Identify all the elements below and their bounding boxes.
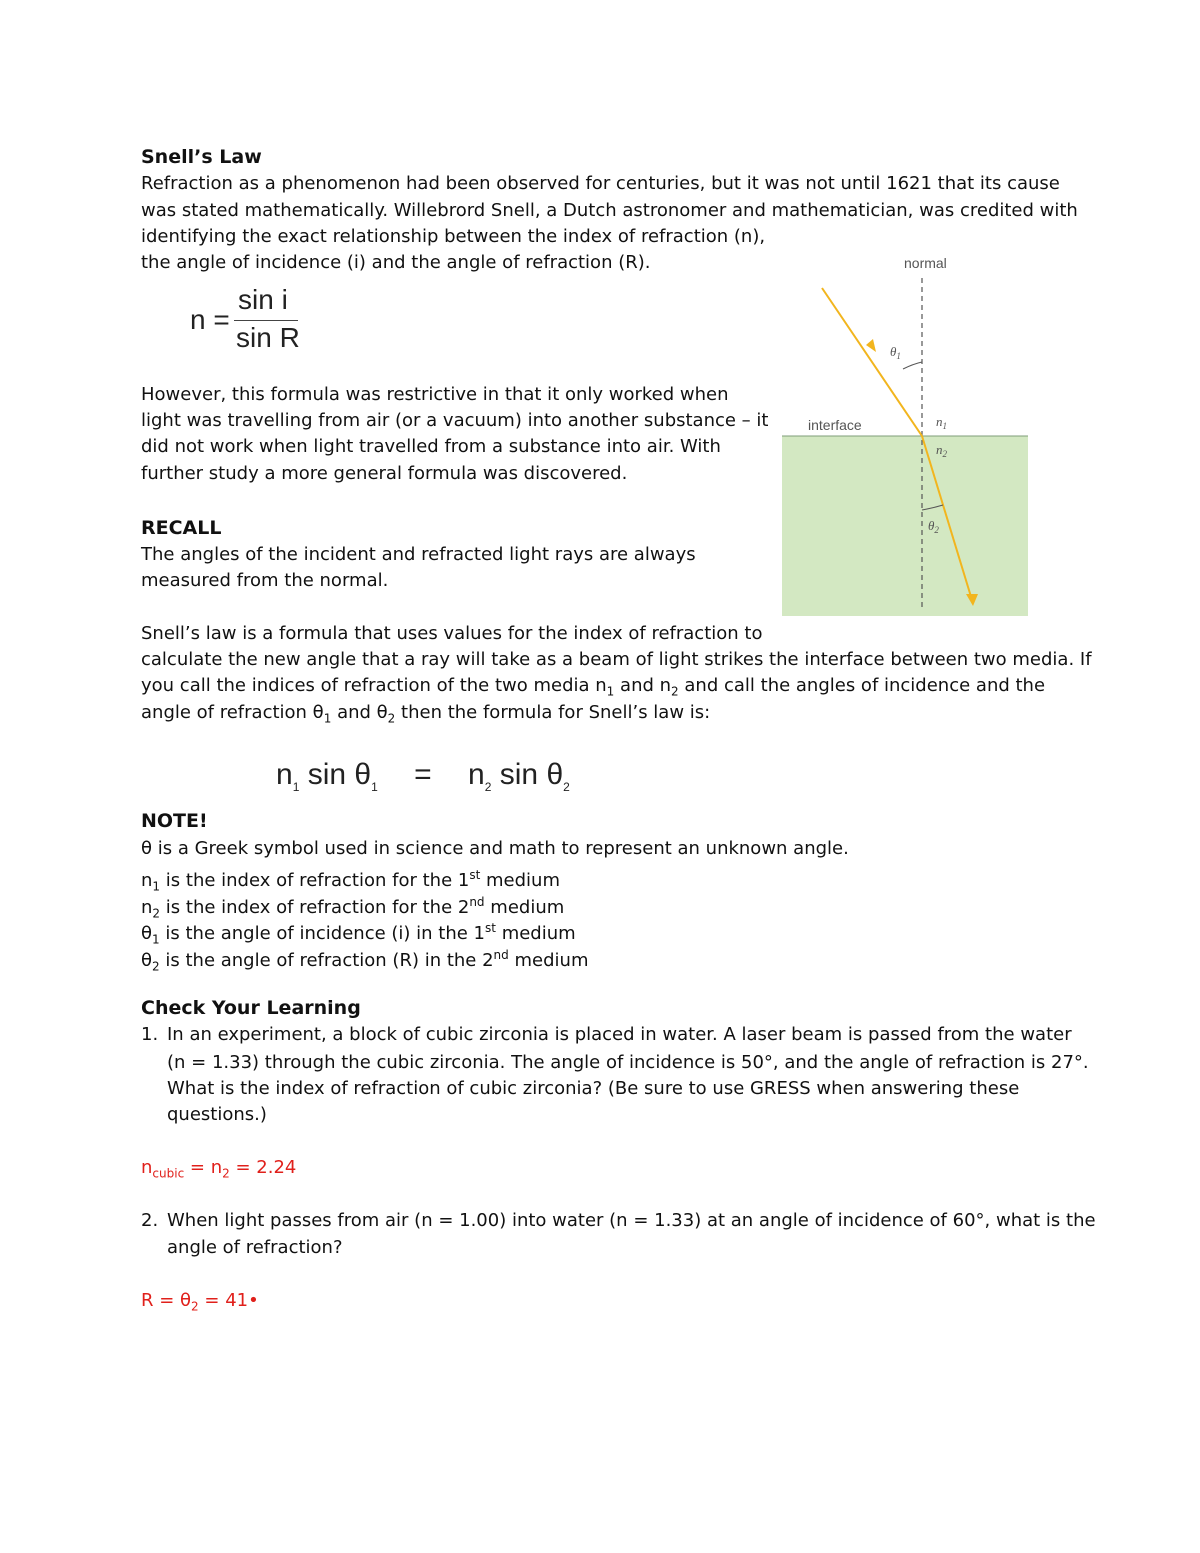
note-line-3: $n_2$ is the index of refraction for the 2nd medium: [141, 895, 565, 921]
theta1-arc: [903, 362, 922, 369]
intro-line-1: Refraction as a phenomenon had been observed for centuries, but it was not until 1621 that its cause: [141, 173, 1060, 194]
refraction-diagram: [780, 248, 1030, 618]
answer-2: $R = \theta_2$ = 41•: [141, 1290, 259, 1314]
snell-desc-line-2: calculate the new angle that a ray will take as a beam of light strikes the interface between two media. If: [141, 649, 1092, 670]
formula-lhs: n =: [190, 304, 230, 335]
question-2-number: 2.: [141, 1210, 159, 1231]
recall-line-2: measured from the normal.: [141, 570, 389, 591]
note-line-5: $\theta_2$ is the angle of refraction (R) in the 2nd medium: [141, 948, 589, 974]
page-title: Snell’s Law: [141, 146, 262, 168]
fraction-bar: [234, 320, 298, 321]
restriction-line-1: However, this formula was restrictive in that it only worked when: [141, 384, 729, 405]
incident-ray: [822, 288, 922, 436]
note-line-2: $n_1$ is the index of refraction for the 1st medium: [141, 868, 560, 894]
question-1-number: 1.: [141, 1024, 159, 1045]
question-1-line-1: In an experiment, a block of cubic zirconia is placed in water. A laser beam is passed from the water: [167, 1024, 1072, 1045]
snell-desc-line-1: Snell’s law is a formula that uses values for the index of refraction to: [141, 623, 763, 644]
n2-label: $n_2$: [936, 442, 947, 459]
intro-line-3: identifying the exact relationship between the index of refraction (n),: [141, 226, 766, 247]
question-1-line-3: What is the index of refraction of cubic zirconia? (Be sure to use GRESS when answering these: [167, 1078, 1020, 1099]
interface-label: interface: [808, 417, 862, 433]
theta1-label: $\theta_1$: [890, 344, 901, 361]
incident-ray-arrowhead: [866, 339, 876, 352]
snell-desc-line-4: angle of refraction $\theta_1$ and $\theta_2$ then the formula for Snell’s law is:: [141, 702, 711, 726]
recall-heading: RECALL: [141, 517, 222, 539]
second-medium-region: [782, 436, 1028, 616]
formula-numerator: sin i: [238, 284, 288, 315]
note-line-4: $\theta_1$ is the angle of incidence (i) in the 1st medium: [141, 921, 576, 947]
restriction-line-2: light was travelling from air (or a vacuum) into another substance – it: [141, 410, 769, 431]
question-2-line-1: When light passes from air (n = 1.00) into water (n = 1.33) at an angle of incidence of 60°, what is the: [167, 1210, 1096, 1231]
note-heading: NOTE!: [141, 810, 208, 832]
intro-line-4: the angle of incidence (i) and the angle of refraction (R).: [141, 252, 651, 273]
theta2-label: $\theta_2$: [928, 518, 939, 535]
restriction-line-3: did not work when light travelled from a substance into air. With: [141, 436, 721, 457]
formula-snells-law: $n_1$ $\sin \theta_1 = n_2$ $\sin \theta_2$: [276, 758, 570, 794]
snell-desc-line-3: you call the indices of refraction of the two media $n_1$ and $n_2$ and call the angles of incidence and the: [141, 675, 1046, 699]
n1-label: $n_1$: [936, 414, 947, 431]
note-line-1: θ is a Greek symbol used in science and math to represent an unknown angle.: [141, 838, 849, 859]
question-2-line-2: angle of refraction?: [167, 1237, 343, 1258]
normal-label: normal: [904, 255, 947, 271]
formula-index-of-refraction: [190, 284, 320, 354]
intro-line-2: was stated mathematically. Willebrord Snell, a Dutch astronomer and mathematician, was credited with: [141, 200, 1078, 221]
restriction-line-4: further study a more general formula was discovered.: [141, 463, 628, 484]
question-1-line-4: questions.): [167, 1104, 267, 1125]
recall-line-1: The angles of the incident and refracted light rays are always: [141, 544, 696, 565]
answer-1: $n_{cubic} = n_2 = 2.24$: [141, 1157, 297, 1181]
formula-denominator: sin R: [236, 322, 300, 353]
check-heading: Check Your Learning: [141, 997, 361, 1019]
question-1-line-2: (n = 1.33) through the cubic zirconia. The angle of incidence is 50°, and the angle of refraction is 27°.: [167, 1052, 1089, 1073]
